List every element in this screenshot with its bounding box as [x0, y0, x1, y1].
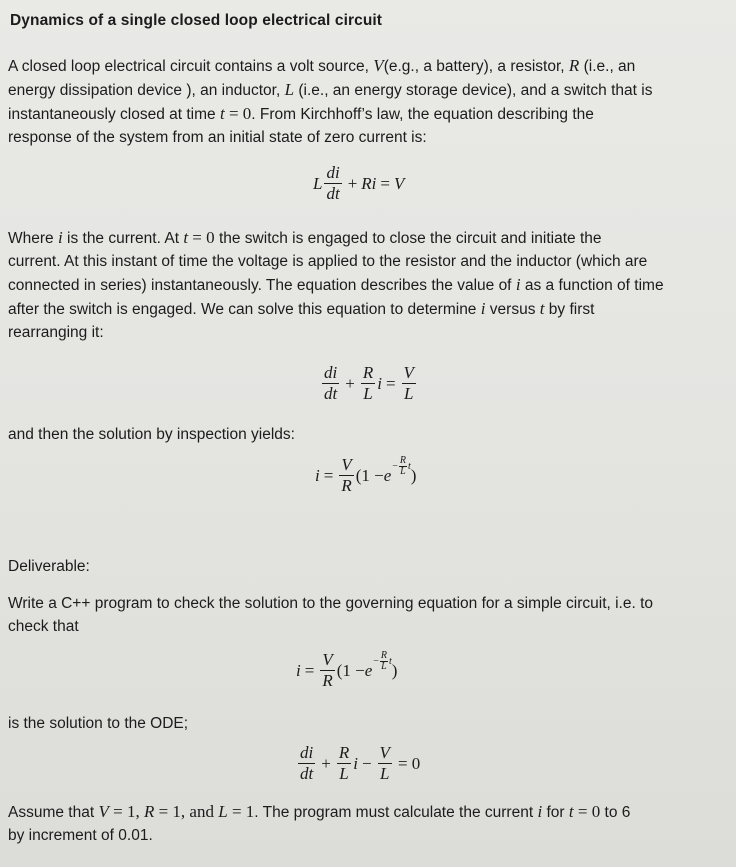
equation-ode: $\frac{di}{dt}$ + $\frac{R}{L}$ i − $\frac{V}{L}$ = 0 — [300, 743, 421, 783]
assumptions-paragraph: Assume that V = 1, R = 1, and L = 1. The program must calculate the current i for t = 0 to 6 by increment of 0.01. — [8, 802, 631, 844]
ode-paragraph: is the solution to the ODE; — [8, 715, 189, 732]
inspection-paragraph: and then the solution by inspection yields: — [8, 426, 295, 443]
current-paragraph: Where i is the current. At t = 0 the switch is engaged to close the circuit and initiate the current. At this instant of time the voltage is applied to the resistor and the inductor (which are connected in series) instantaneously. The equation describes the value of i as a function of time after the switch is engaged. We can solve this equation to determine i versus t by first rearranging it: — [8, 228, 664, 341]
intro-line-1: A closed loop electrical circuit contains a volt source, V(e.g., a battery), a resistor, R (i.e., an — [8, 56, 636, 75]
deliverable-paragraph: Write a C++ program to check the solution to the governing equation for a simple circuit, i.e. to check that — [8, 595, 654, 635]
equation-solution: i = $\frac{V}{R}$ (1 − e − $\frac{R}{L}$ t ) — [315, 455, 417, 495]
equation-kirchhoff: L $\frac{di}{dt}$ + Ri = V — [313, 163, 405, 203]
page-title: Dynamics of a single closed loop electrical circuit — [10, 12, 383, 29]
equation-rearranged: $\frac{di}{dt}$ + $\frac{R}{L}$ i = $\frac{V}{L}$ — [324, 363, 414, 403]
intro-line-2: energy dissipation device ), an inductor, L (i.e., an energy storage device), and a switch that is — [8, 80, 653, 99]
intro-line-4: response of the system from an initial state of zero current is: — [8, 129, 427, 146]
intro-line-3: instantaneously closed at time t = 0. From Kirchhoff’s law, the equation describing the — [8, 104, 594, 123]
intro-paragraph — [8, 54, 726, 149]
equation-check: i = $\frac{V}{R}$ (1 − e − $\frac{R}{L}$ t ) — [296, 650, 398, 690]
deliverable-heading: Deliverable: — [8, 558, 90, 575]
